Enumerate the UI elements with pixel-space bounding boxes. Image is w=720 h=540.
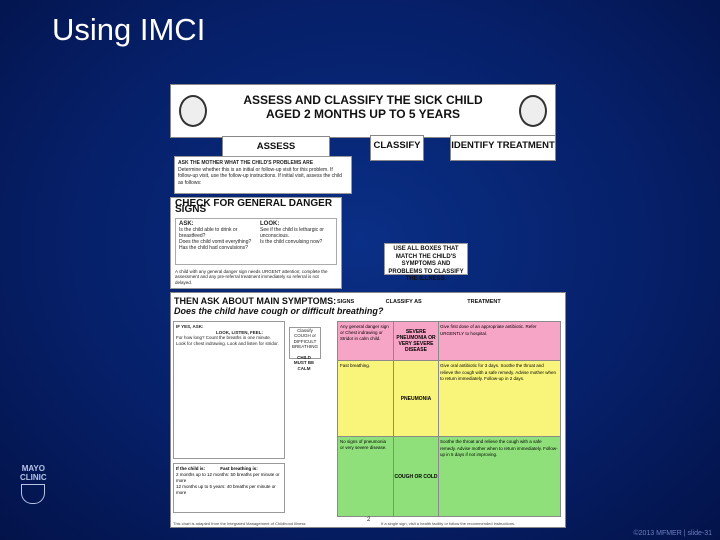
danger-look-item: Is the child convulsing now? xyxy=(260,239,323,245)
column-headers xyxy=(337,299,501,305)
row-signs: Any general danger sign or Chest indrawing or Stridor in calm child. xyxy=(338,322,394,360)
main-title-line1: THEN ASK ABOUT MAIN SYMPTOMS: xyxy=(174,296,337,306)
footnote-left: This chart is adapted from the Integrated Management of Childhood Illness xyxy=(173,521,306,526)
danger-look-label: LOOK: xyxy=(260,221,280,227)
danger-ask-item: Has the child had convulsions? xyxy=(179,245,248,251)
danger-title: CHECK FOR GENERAL DANGER SIGNS xyxy=(175,198,333,215)
logo-line1: MAYO xyxy=(21,464,45,473)
logo-line2: CLINIC xyxy=(20,473,47,482)
row-signs: No signs of pneumonia or very severe disease. xyxy=(338,437,394,516)
left-look-label: LOOK, LISTEN, FEEL: xyxy=(216,329,263,335)
chart-title xyxy=(171,93,555,121)
row-classify: COUGH OR COLD xyxy=(394,437,439,516)
fast-breathing-row: 2 months up to 12 months: 50 breaths per minute or more xyxy=(176,472,280,483)
ask-heading: ASK THE MOTHER WHAT THE CHILD'S PROBLEMS ARE xyxy=(178,160,314,166)
shield-icon xyxy=(21,484,45,504)
col-classify: CLASSIFY AS xyxy=(385,299,422,305)
unicef-logo-icon xyxy=(519,95,547,127)
main-title-line2: Does the child have cough or difficult breathing? xyxy=(174,306,384,316)
classify-cough-box: Classify COUGH or DIFFICULT BREATHING xyxy=(289,327,321,359)
danger-ask-col xyxy=(179,221,255,251)
ask-body: Determine whether this is an initial or follow-up visit for this problem. If follow-up visit, use the follow-up instructions. If initial visit, assess the child as follows: xyxy=(178,166,342,186)
danger-footer: A child with any general danger sign needs URGENT attention; complete the assessment and any pre-referral treatment immediately so referral is not delayed. xyxy=(175,268,328,285)
col-signs: SIGNS xyxy=(337,299,355,305)
page-number: 2 xyxy=(367,517,371,523)
col-treatment: TREATMENT xyxy=(467,299,501,305)
fast-breathing-box xyxy=(173,463,285,513)
table-row xyxy=(337,321,561,361)
main-symptoms-sheet xyxy=(170,292,566,528)
danger-inner-box xyxy=(175,218,337,265)
row-classify: PNEUMONIA xyxy=(394,361,439,436)
tab-assess: ASSESS xyxy=(222,136,330,158)
use-all-boxes-card: USE ALL BOXES THAT MATCH THE CHILD'S SYMPTOMS AND PROBLEMS TO CLASSIFY THE ILLNESS. xyxy=(384,243,468,275)
danger-look-col xyxy=(260,221,336,245)
mayo-clinic-logo xyxy=(20,464,47,504)
danger-ask-item: Is the child able to drink or breastfeed? xyxy=(179,227,238,239)
chart-title-line2: AGED 2 MONTHS UP TO 5 YEARS xyxy=(265,107,461,121)
ask-mother-card xyxy=(174,156,352,194)
slide-title: Using IMCI xyxy=(52,12,206,47)
footnote-right: If a single sign, visit a health facility or follow the recommended instructions. xyxy=(381,521,516,526)
danger-signs-card xyxy=(170,197,342,289)
bottom-left-fast: Fast breathing is: xyxy=(220,466,258,471)
bottom-left-if: If the child is: xyxy=(176,466,206,471)
fast-breathing-row: 12 months up to 5 years: 40 breaths per minute or more xyxy=(176,484,276,495)
row-signs: Fast breathing. xyxy=(338,361,394,436)
chart-title-line1: ASSESS AND CLASSIFY THE SICK CHILD xyxy=(243,93,483,107)
danger-ask-item: Does the child vomit everything? xyxy=(179,239,252,245)
chart-header-card xyxy=(170,84,556,138)
row-classify: SEVERE PNEUMONIA OR VERY SEVERE DISEASE xyxy=(394,322,439,360)
classification-table xyxy=(337,321,561,517)
tab-classify: CLASSIFY xyxy=(370,135,424,161)
row-treatment: Soothe the throat and relieve the cough with a safe remedy. Advise mother when to return immediately. Follow-up in 5 days if not improving. xyxy=(440,439,558,457)
assess-questions-box xyxy=(173,321,285,459)
danger-ask-label: ASK: xyxy=(179,221,194,227)
row-treatment: Give oral antibiotic for 3 days. Soothe the throat and relieve the cough with a safe remedy. Advise mother when to return immediately. Follow-up in 2 days. xyxy=(440,363,556,381)
table-row xyxy=(337,361,561,437)
copyright-text: ©2013 MFMER | slide-31 xyxy=(633,530,712,537)
left-ask-label: IF YES, ASK: xyxy=(176,324,204,329)
tab-identify-treatment: IDENTIFY TREATMENT xyxy=(450,135,556,161)
danger-look-item: See if the child is lethargic or unconscious. xyxy=(260,227,324,239)
child-calm-note: CHILD MUST BE CALM xyxy=(293,355,315,371)
table-row xyxy=(337,437,561,517)
row-treatment: Give first dose of an appropriate antibiotic. Refer URGENTLY to hospital. xyxy=(440,324,537,336)
left-body: For how long? Count the breaths in one minute. Look for chest indrawing. Look and listen for stridor. xyxy=(176,335,279,346)
